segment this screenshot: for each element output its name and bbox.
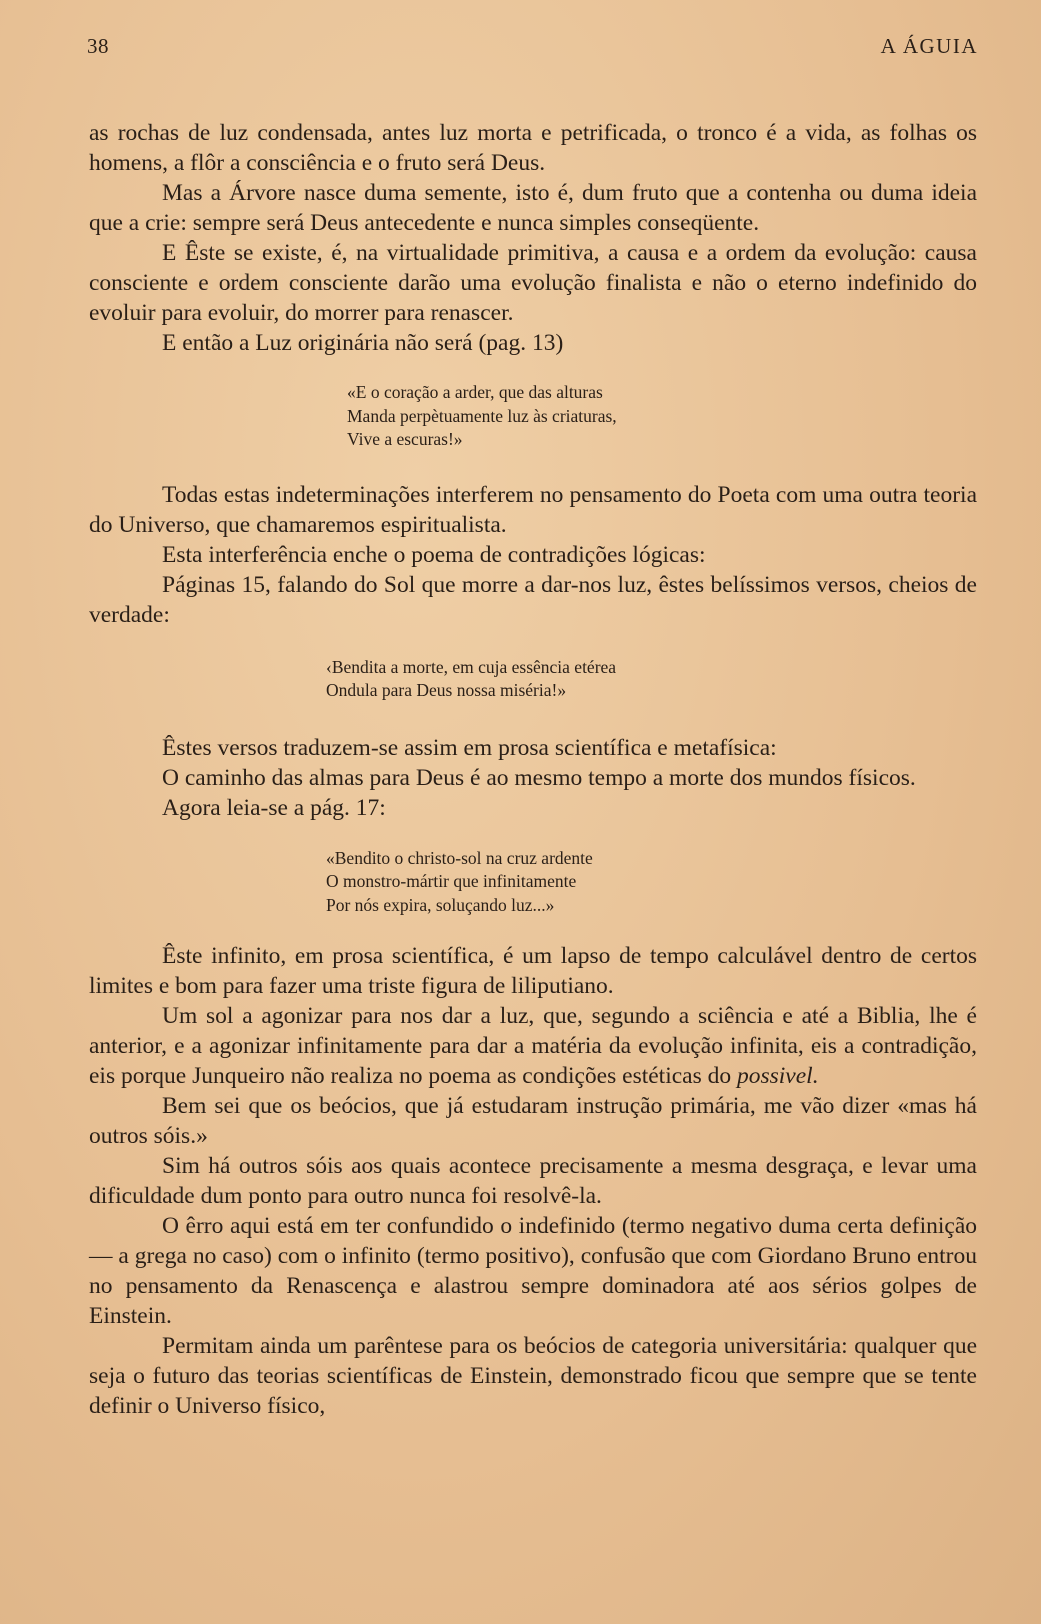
page-body (89, 118, 977, 1421)
paragraph: Permitam ainda um parêntese para os beócios de categoria universitária: qualquer que seja o futuro das teorias scientíficas de Einstein, demonstrado ficou que sempre que se tente definir o Universo físico, (89, 1333, 977, 1419)
paragraph (89, 1001, 977, 1091)
paragraph: Sim há outros sóis aos quais acontece precisamente a mesma desgraça, e levar uma dificuldade dum ponto para outro nunca foi resolvê-la. (89, 1153, 977, 1209)
verse-line: Ondula para Deus nossa miséria!» (326, 680, 567, 700)
verse-line: ‹Bendita a morte, em cuja essência etérea (326, 656, 617, 677)
verse-quote (326, 656, 977, 703)
paragraph: E então a Luz originária não será (pag. 13) (162, 330, 564, 356)
page-number: 38 (87, 34, 109, 58)
verse-quote (347, 381, 977, 452)
verse-line: «Bendito o christo-sol na cruz ardente (326, 847, 593, 868)
paragraph: Bem sei que os beócios, que já estudaram instrução primária, me vão dizer «mas há outros sóis.» (89, 1093, 977, 1149)
emphasis-text: possivel. (736, 1063, 819, 1089)
paragraph: Êstes versos traduzem-se assim em prosa scientífica e metafísica: (162, 734, 777, 761)
paragraph: Mas a Árvore nasce duma semente, isto é, dum fruto que a contenha ou duma ideia que a crie: sempre será Deus antecedente e nunca simples conseqüente. (89, 180, 977, 236)
paragraph: E Êste se existe, é, na virtualidade primitiva, a causa e a ordem da evolução: causa consciente e ordem consciente darão uma evolução finalista e não o eterno indefinido do evoluir para evoluir, do morrer para renascer. (89, 240, 977, 326)
paragraph: Êste infinito, em prosa scientífica, é um lapso de tempo calculável dentro de certos limites e bom para fazer uma triste figura de liliputiano. (89, 943, 977, 999)
verse-quote (326, 847, 977, 918)
verse-line: O monstro-mártir que infinitamente (326, 871, 577, 891)
paragraph: Páginas 15, falando do Sol que morre a dar-nos luz, êstes belíssimos versos, cheios de verdade: (89, 571, 977, 628)
paragraph: O caminho das almas para Deus é ao mesmo tempo a morte dos mundos físicos. (162, 764, 916, 791)
verse-line: Por nós expira, soluçando luz...» (326, 894, 555, 915)
paragraph: Esta interferência enche o poema de contradições lógicas: (162, 541, 706, 568)
running-title: A ÁGUIA (880, 34, 978, 58)
paragraph: O êrro aqui está em ter confundido o indefinido (termo negativo duma certa definição — a grega no caso) com o infinito (termo positivo), confusão que com Giordano Bruno entrou no pensamento da Renascença e alastrou sempre dominadora até aos sérios golpes de Einstein. (89, 1213, 977, 1329)
verse-line: Manda perpètuamente luz às criaturas, (347, 405, 617, 426)
paragraph-text: Um sol a agonizar para nos dar a luz, que, segundo a sciência e até a Biblia, lhe é anterior, e a agonizar infinitamente para dar a matéria da evolução infinita, eis a contradição, eis porque Junqueiro não realiza no poema as condições estéticas do (89, 1003, 977, 1089)
paragraph: Agora leia-se a pág. 17: (162, 794, 386, 821)
verse-line: Vive a escuras!» (347, 429, 463, 449)
verse-line: «E o coração a arder, que das alturas (347, 382, 603, 402)
paragraph: Todas estas indeterminações interferem no pensamento do Poeta com uma outra teoria do Universo, que chamaremos espiritualista. (89, 481, 977, 538)
paragraph: as rochas de luz condensada, antes luz morta e petrificada, o tronco é a vida, as folhas os homens, a flôr a consciência e o fruto será Deus. (89, 120, 977, 176)
